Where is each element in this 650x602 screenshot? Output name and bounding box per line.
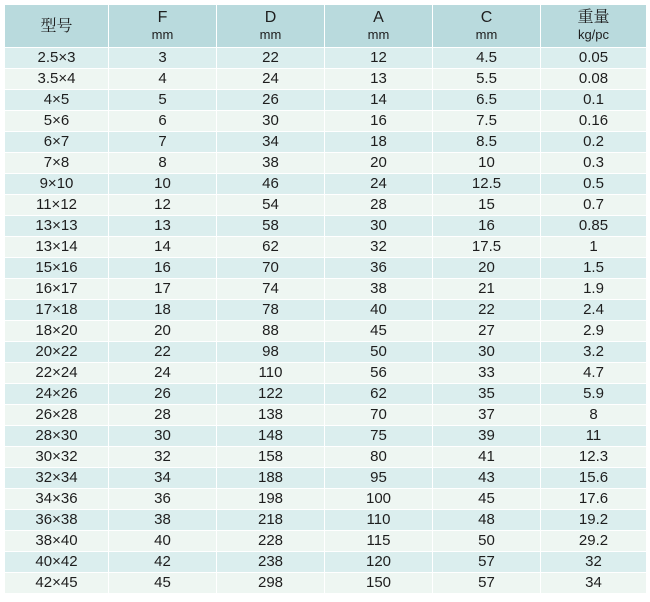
cell-weight: 0.05 (541, 48, 647, 69)
header-weight-name: 重量 (577, 9, 610, 26)
cell-d: 298 (217, 573, 325, 594)
table-row (5, 342, 647, 363)
cell-f: 45 (109, 573, 217, 594)
table-row (5, 174, 647, 195)
cell-f: 36 (109, 489, 217, 510)
cell-c: 7.5 (433, 111, 541, 132)
cell-weight: 1 (541, 237, 647, 258)
header-model (5, 5, 109, 48)
cell-weight: 19.2 (541, 510, 647, 531)
cell-f: 16 (109, 258, 217, 279)
table-row (5, 132, 647, 153)
cell-c: 20 (433, 258, 541, 279)
table-row (5, 573, 647, 594)
cell-weight: 0.08 (541, 69, 647, 90)
header-f-unit: mm (151, 27, 174, 42)
cell-d: 78 (217, 300, 325, 321)
cell-f: 5 (109, 90, 217, 111)
cell-a: 115 (325, 531, 433, 552)
header-row (5, 5, 647, 48)
table-row (5, 216, 647, 237)
cell-c: 45 (433, 489, 541, 510)
cell-a: 28 (325, 195, 433, 216)
cell-model: 4×5 (5, 90, 109, 111)
cell-a: 100 (325, 489, 433, 510)
table-row (5, 531, 647, 552)
cell-c: 41 (433, 447, 541, 468)
cell-weight: 0.5 (541, 174, 647, 195)
cell-c: 39 (433, 426, 541, 447)
cell-a: 16 (325, 111, 433, 132)
cell-d: 46 (217, 174, 325, 195)
table-row (5, 363, 647, 384)
cell-c: 57 (433, 573, 541, 594)
cell-f: 3 (109, 48, 217, 69)
cell-d: 30 (217, 111, 325, 132)
cell-c: 57 (433, 552, 541, 573)
cell-d: 218 (217, 510, 325, 531)
table-row (5, 237, 647, 258)
cell-a: 80 (325, 447, 433, 468)
cell-f: 34 (109, 468, 217, 489)
cell-f: 7 (109, 132, 217, 153)
table-row (5, 426, 647, 447)
cell-model: 42×45 (5, 573, 109, 594)
cell-f: 4 (109, 69, 217, 90)
cell-d: 198 (217, 489, 325, 510)
header-weight (541, 5, 647, 48)
cell-weight: 0.7 (541, 195, 647, 216)
table-row (5, 300, 647, 321)
cell-d: 22 (217, 48, 325, 69)
cell-weight: 1.5 (541, 258, 647, 279)
cell-model: 6×7 (5, 132, 109, 153)
spec-table (4, 4, 647, 594)
cell-model: 38×40 (5, 531, 109, 552)
cell-c: 37 (433, 405, 541, 426)
cell-c: 4.5 (433, 48, 541, 69)
cell-f: 26 (109, 384, 217, 405)
cell-d: 88 (217, 321, 325, 342)
cell-f: 42 (109, 552, 217, 573)
cell-f: 20 (109, 321, 217, 342)
header-c-unit: mm (475, 27, 498, 42)
header-a (325, 5, 433, 48)
cell-model: 24×26 (5, 384, 109, 405)
cell-model: 11×12 (5, 195, 109, 216)
table-row (5, 48, 647, 69)
header-weight-unit: kg/pc (577, 27, 610, 42)
table-header (5, 5, 647, 48)
cell-a: 70 (325, 405, 433, 426)
table-row (5, 111, 647, 132)
cell-d: 98 (217, 342, 325, 363)
cell-c: 35 (433, 384, 541, 405)
cell-d: 70 (217, 258, 325, 279)
cell-a: 75 (325, 426, 433, 447)
cell-d: 74 (217, 279, 325, 300)
cell-a: 150 (325, 573, 433, 594)
cell-f: 13 (109, 216, 217, 237)
cell-a: 38 (325, 279, 433, 300)
cell-a: 18 (325, 132, 433, 153)
cell-weight: 4.7 (541, 363, 647, 384)
cell-a: 32 (325, 237, 433, 258)
cell-c: 43 (433, 468, 541, 489)
cell-c: 6.5 (433, 90, 541, 111)
cell-model: 13×13 (5, 216, 109, 237)
cell-c: 48 (433, 510, 541, 531)
cell-model: 28×30 (5, 426, 109, 447)
cell-d: 38 (217, 153, 325, 174)
cell-c: 50 (433, 531, 541, 552)
cell-weight: 2.4 (541, 300, 647, 321)
cell-d: 122 (217, 384, 325, 405)
cell-f: 28 (109, 405, 217, 426)
cell-a: 13 (325, 69, 433, 90)
table-row (5, 447, 647, 468)
table-row (5, 90, 647, 111)
cell-f: 30 (109, 426, 217, 447)
cell-model: 2.5×3 (5, 48, 109, 69)
cell-model: 18×20 (5, 321, 109, 342)
cell-a: 110 (325, 510, 433, 531)
cell-model: 16×17 (5, 279, 109, 300)
cell-weight: 11 (541, 426, 647, 447)
cell-weight: 8 (541, 405, 647, 426)
table-row (5, 552, 647, 573)
header-f-name: F (157, 9, 168, 26)
cell-weight: 15.6 (541, 468, 647, 489)
cell-d: 138 (217, 405, 325, 426)
cell-model: 15×16 (5, 258, 109, 279)
cell-model: 36×38 (5, 510, 109, 531)
cell-model: 26×28 (5, 405, 109, 426)
cell-d: 24 (217, 69, 325, 90)
header-a-unit: mm (367, 27, 390, 42)
cell-a: 36 (325, 258, 433, 279)
table-row (5, 405, 647, 426)
cell-c: 5.5 (433, 69, 541, 90)
cell-d: 188 (217, 468, 325, 489)
cell-weight: 0.85 (541, 216, 647, 237)
cell-f: 17 (109, 279, 217, 300)
cell-d: 58 (217, 216, 325, 237)
cell-weight: 5.9 (541, 384, 647, 405)
cell-c: 27 (433, 321, 541, 342)
cell-model: 9×10 (5, 174, 109, 195)
header-c-name: C (480, 9, 493, 26)
cell-c: 8.5 (433, 132, 541, 153)
cell-model: 17×18 (5, 300, 109, 321)
cell-c: 15 (433, 195, 541, 216)
cell-model: 30×32 (5, 447, 109, 468)
cell-model: 20×22 (5, 342, 109, 363)
cell-model: 7×8 (5, 153, 109, 174)
table-row (5, 69, 647, 90)
cell-a: 45 (325, 321, 433, 342)
table-row (5, 321, 647, 342)
cell-a: 62 (325, 384, 433, 405)
cell-a: 20 (325, 153, 433, 174)
cell-f: 18 (109, 300, 217, 321)
cell-weight: 0.3 (541, 153, 647, 174)
cell-d: 34 (217, 132, 325, 153)
cell-weight: 3.2 (541, 342, 647, 363)
cell-f: 12 (109, 195, 217, 216)
cell-d: 110 (217, 363, 325, 384)
header-d (217, 5, 325, 48)
cell-c: 22 (433, 300, 541, 321)
cell-d: 54 (217, 195, 325, 216)
cell-a: 50 (325, 342, 433, 363)
cell-model: 13×14 (5, 237, 109, 258)
cell-weight: 12.3 (541, 447, 647, 468)
cell-f: 40 (109, 531, 217, 552)
cell-f: 10 (109, 174, 217, 195)
cell-a: 14 (325, 90, 433, 111)
cell-d: 26 (217, 90, 325, 111)
cell-weight: 0.1 (541, 90, 647, 111)
header-model-name: 型号 (40, 17, 73, 35)
cell-f: 32 (109, 447, 217, 468)
header-c (433, 5, 541, 48)
cell-a: 12 (325, 48, 433, 69)
cell-a: 95 (325, 468, 433, 489)
cell-f: 14 (109, 237, 217, 258)
cell-d: 228 (217, 531, 325, 552)
cell-f: 38 (109, 510, 217, 531)
cell-model: 5×6 (5, 111, 109, 132)
cell-c: 16 (433, 216, 541, 237)
cell-c: 12.5 (433, 174, 541, 195)
cell-weight: 1.9 (541, 279, 647, 300)
cell-d: 62 (217, 237, 325, 258)
cell-d: 148 (217, 426, 325, 447)
cell-weight: 0.16 (541, 111, 647, 132)
cell-c: 33 (433, 363, 541, 384)
table-row (5, 153, 647, 174)
cell-model: 40×42 (5, 552, 109, 573)
cell-f: 8 (109, 153, 217, 174)
table-row (5, 258, 647, 279)
cell-c: 21 (433, 279, 541, 300)
table-body (5, 48, 647, 594)
cell-f: 22 (109, 342, 217, 363)
table-row (5, 279, 647, 300)
cell-model: 32×34 (5, 468, 109, 489)
cell-a: 120 (325, 552, 433, 573)
cell-weight: 0.2 (541, 132, 647, 153)
header-d-name: D (264, 9, 277, 26)
header-a-name: A (373, 9, 384, 26)
cell-weight: 29.2 (541, 531, 647, 552)
cell-a: 40 (325, 300, 433, 321)
cell-c: 17.5 (433, 237, 541, 258)
cell-weight: 34 (541, 573, 647, 594)
cell-d: 158 (217, 447, 325, 468)
cell-model: 3.5×4 (5, 69, 109, 90)
table-row (5, 468, 647, 489)
table-row (5, 510, 647, 531)
cell-weight: 17.6 (541, 489, 647, 510)
table-row (5, 195, 647, 216)
cell-model: 34×36 (5, 489, 109, 510)
header-f (109, 5, 217, 48)
cell-f: 24 (109, 363, 217, 384)
cell-model: 22×24 (5, 363, 109, 384)
cell-c: 10 (433, 153, 541, 174)
table-row (5, 489, 647, 510)
cell-a: 24 (325, 174, 433, 195)
cell-a: 56 (325, 363, 433, 384)
cell-a: 30 (325, 216, 433, 237)
cell-f: 6 (109, 111, 217, 132)
table-row (5, 384, 647, 405)
header-d-unit: mm (259, 27, 282, 42)
cell-weight: 32 (541, 552, 647, 573)
cell-d: 238 (217, 552, 325, 573)
cell-c: 30 (433, 342, 541, 363)
cell-weight: 2.9 (541, 321, 647, 342)
